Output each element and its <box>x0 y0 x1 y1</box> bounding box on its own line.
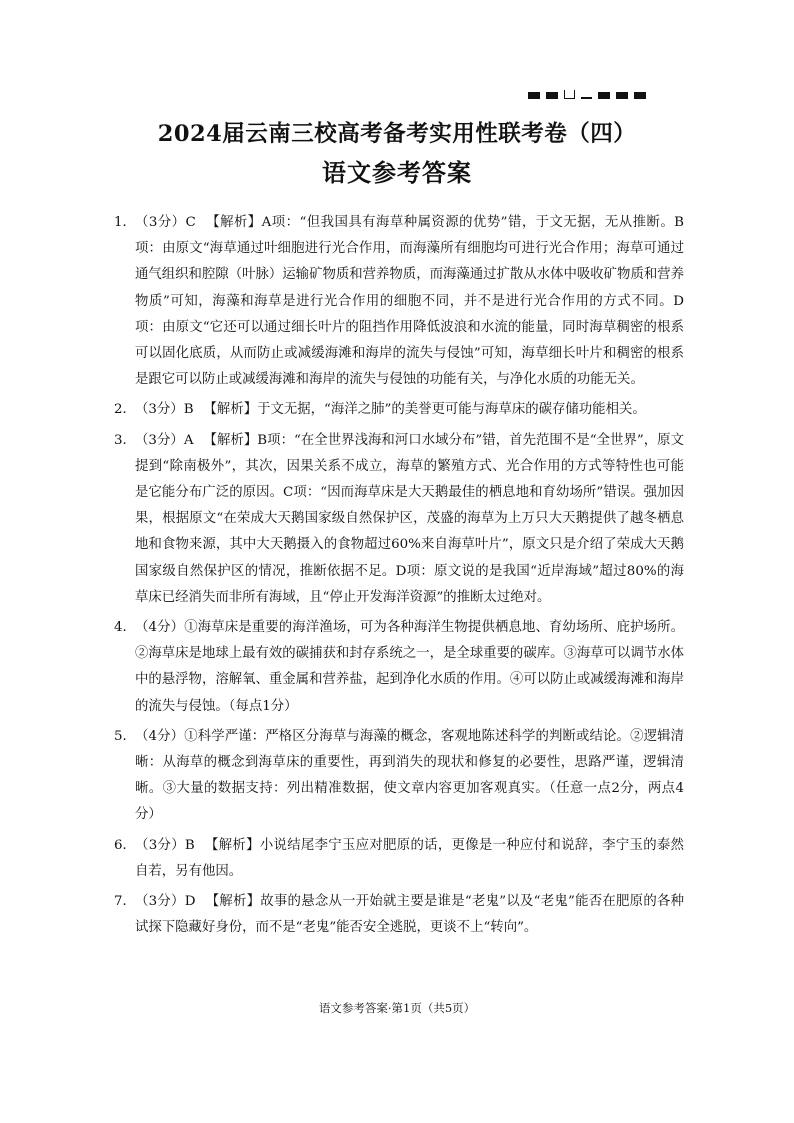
answer-number: 4． <box>114 620 136 636</box>
answer-text: ①海草床是重要的海洋渔场，可为各种海洋生物提供栖息地、育幼场所、庇护场所。②海草床是地球上最有效的碳捕获和封存系统之一，是全球重要的碳库。③海草可以调节水体中的悬浮物，溶解氧、重金属和营养盐，起到净化水质的作用。④可以防止或减缓海滩和海岸的流失与侵蚀。（每点1分） <box>135 620 685 714</box>
page-footer: 语文参考答案·第1页（共5页） <box>318 1001 476 1015</box>
answer-number: 5． <box>114 728 136 744</box>
answer-number: 1． <box>114 215 136 230</box>
answer-number: 2． <box>114 402 136 418</box>
mark-open-box <box>564 90 575 99</box>
page-subtitle: 语文参考答案 <box>322 158 472 187</box>
answer-list <box>114 210 684 945</box>
analysis-tag: 【解析】 <box>205 215 262 230</box>
answer-item-1 <box>114 210 684 393</box>
analysis-tag: 【解析】 <box>204 837 260 853</box>
mark-block <box>598 92 610 99</box>
mark-line <box>581 97 592 99</box>
answer-item-4 <box>114 615 684 720</box>
answer-item-3 <box>114 428 684 611</box>
analysis-tag: 【解析】 <box>203 402 258 418</box>
answer-item-2 <box>114 397 684 423</box>
answer-score: （4分） <box>135 728 185 744</box>
answer-text: 故事的悬念从一开始就主要是谁是“老鬼”以及“老鬼”能否在肥原的各种试探下隐藏好身份，而不是“老鬼”能否安全逃脱，更谈不上“转向”。 <box>135 894 684 936</box>
analysis-tag: 【解析】 <box>205 894 261 910</box>
answer-text: A项：“但我国具有海草种属资源的优势”错，于文无据，无从推断。B项：由原文“海草通过叶细胞进行光合作用，而海藻所有细胞均可进行光合作用；海草可通过通气组织和腔隙（叶脉）运输矿物质和营养物质，而海藻通过扩散从水体中吸收矿物质和营养物质”可知，海藻和海草是进行光合作用的细胞不同，并不是进行光合作用的方式不同。D项：由原文“它还可以通过细长叶片的阻挡作用降低波浪和水流的能量，同时海草稠密的根系可以固化底质，从而防止或减缓海滩和海岸的流失与侵蚀”可知，海草细长叶片和稠密的根系是跟它可以防止或减缓海滩和海岸的流失与侵蚀的功能有关，与净化水质的功能无关。 <box>135 215 685 388</box>
answer-number: 3． <box>114 432 136 448</box>
answer-text: 于文无据，“海洋之肺”的美誉更可能与海草床的碳存储功能相关。 <box>257 402 646 418</box>
mark-block <box>546 92 558 99</box>
answer-text: ①科学严谨：严格区分海草与海藻的概念，客观地陈述科学的判断或结论。②逻辑清晰：从海草的概念到海草床的重要性，再到消失的现状和修复的必要性，思路严谨，逻辑清晰。③大量的数据支持：列出精准数据，使文章内容更加客观真实。（任意一点2分，两点4分） <box>135 728 684 823</box>
mark-block <box>616 92 628 99</box>
analysis-tag: 【解析】 <box>203 432 258 448</box>
answer-score: （3分）D <box>135 894 196 910</box>
mark-block <box>634 92 646 99</box>
answer-score: （3分）C <box>135 215 196 230</box>
answer-item-6 <box>114 833 684 885</box>
answer-text: 小说结尾李宁玉应对肥原的话，更像是一种应付和说辞，李宁玉的泰然自若，另有他因。 <box>135 837 684 879</box>
answer-score: （4分） <box>135 620 185 636</box>
mark-block <box>528 92 540 99</box>
answer-item-5 <box>114 724 684 829</box>
page-title: 2024届云南三校高考备考实用性联考卷（四） <box>157 121 637 147</box>
answer-number: 7． <box>114 894 136 910</box>
answer-text: B项：“在全世界浅海和河口水域分布”错，首先范围不是“全世界”，原文提到“除南极外”，其次，因果关系不成立，海草的繁殖方式、光合作用的方式等特性也可能是它能分布广泛的原因。C项：“因而海草床是大天鹅最佳的栖息地和育幼场所”错误。强加因果，根据原文“在荣成大天鹅国家级自然保护区，茂盛的海草为上万只大天鹅提供了越冬栖息地和食物来源，其中大天鹅摄入的食物超过60%来自海草叶片”，原文只是介绍了荣成大天鹅国家级自然保护区的情况，推断依据不足。D项：原文说的是我国“近岸海域”超过80%的海草床已经消失而非所有海域，且“停止开发海洋资源”的推断太过绝对。 <box>135 432 684 605</box>
answer-number: 6． <box>114 837 136 853</box>
answer-score: （3分）B <box>135 837 195 853</box>
answer-score: （3分）B <box>135 402 194 418</box>
answer-item-7 <box>114 889 684 941</box>
answer-score: （3分）A <box>135 432 194 448</box>
corner-marks <box>528 90 646 99</box>
